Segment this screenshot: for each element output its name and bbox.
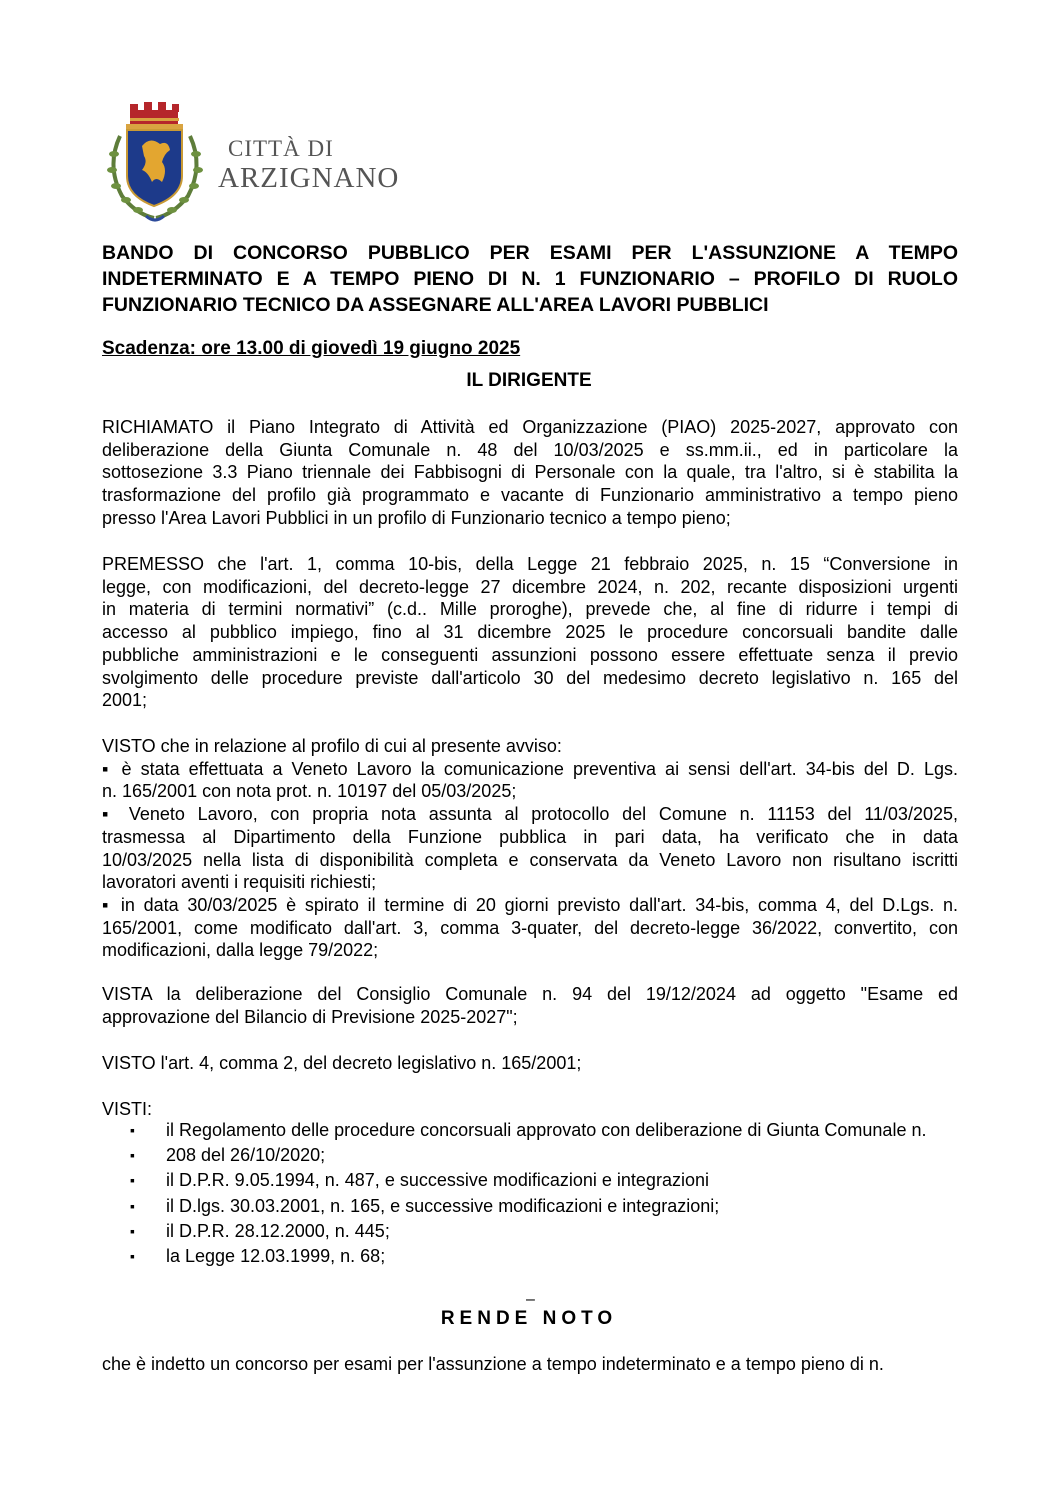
list-item: ▪ il D.lgs. 30.03.2001, n. 165, e successive modificazioni e integrazioni;	[130, 1195, 720, 1216]
text-line: in materia di termini normativi” (c.d.. Mille proroghe), prevede che, al fine di ridurre i tempi di	[102, 599, 958, 620]
text-line: VISTA la deliberazione del Consiglio Comunale n. 94 del 19/12/2024 ad oggetto "Esame ed	[102, 984, 958, 1004]
text-line: pubbliche amministrazioni e le conseguenti assunzioni possono essere effettuate senza il previo	[102, 644, 958, 665]
list-item: ▪ il Regolamento delle procedure concorsuali approvato con deliberazione di Giunta Comunale n.	[130, 1120, 927, 1140]
bullet-icon: ▪	[130, 1147, 135, 1164]
text-line: modificazioni, dalla legge 79/2022;	[102, 940, 379, 961]
text-line: VISTO che in relazione al profilo di cui al presente avviso:	[102, 736, 562, 756]
bullet-icon: ▪	[130, 1122, 135, 1138]
text-line: ▪ Veneto Lavoro, con propria nota assunta al protocollo del Comune n. 11153 del 11/03/2025,	[102, 804, 958, 825]
text-line: lavoratori aventi i requisiti richiesti;	[102, 872, 377, 893]
text-line: 165/2001, come modificato dall'art. 3, comma 3-quater, del decreto-legge 36/2022, convertito, con	[102, 917, 958, 938]
list-item: ▪ il D.P.R. 28.12.2000, n. 445;	[130, 1220, 390, 1241]
text-line: 10/03/2025 nella lista di disponibilità completa e conservata da Veneto Lavoro non risultano iscritti	[102, 849, 958, 870]
title-line: FUNZIONARIO TECNICO DA ASSEGNARE ALL'AREA LAVORI PUBBLICI	[102, 294, 769, 316]
logo-city-label: CITTÀ DI	[228, 136, 334, 161]
title-line: BANDO DI CONCORSO PUBBLICO PER ESAMI PER L'ASSUNZIONE A TEMPO	[102, 242, 958, 264]
list-item: ▪ la Legge 12.03.1999, n. 68;	[130, 1246, 386, 1267]
text-line: sottosezione 3.3 Piano triennale dei Fabbisogni di Personale con la quale, tra l'altro, si è stabilita la	[102, 462, 958, 483]
logo-city-name: ARZIGNANO	[218, 162, 400, 194]
bullet-icon: ▪	[130, 1197, 135, 1214]
section-heading: IL DIRIGENTE	[466, 370, 592, 391]
separator-dash: –	[526, 1291, 535, 1308]
rende-noto-heading: RENDE NOTO	[440, 1308, 618, 1329]
text-line: trasmessa al Dipartimento della Funzione pubblica in pari data, ha verificato che in data	[102, 826, 958, 847]
paragraph-visto	[102, 735, 958, 962]
coat-of-arms-icon	[102, 96, 217, 231]
text-line: VISTI:	[102, 1099, 153, 1119]
text-line: deliberazione della Giunta Comunale n. 48 del 10/03/2025 e ss.mm.ii., ed in particolare la	[102, 439, 958, 460]
text-line: ▪ è stata effettuata a Veneto Lavoro la comunicazione preventiva ai sensi dell'art. 34-bis del D. Lgs.	[102, 758, 958, 779]
bullet-icon: ▪	[130, 1222, 135, 1239]
list-item: ▪ 208 del 26/10/2020;	[130, 1145, 326, 1166]
bullet-icon: ▪	[130, 1248, 135, 1265]
text-line: presso l'Area Lavori Pubblici in un profilo di Funzionario tecnico a tempo pieno;	[102, 507, 731, 528]
text-line: 2001;	[102, 690, 148, 711]
visti-list	[102, 1119, 958, 1270]
paragraph-visto-art4	[102, 1052, 958, 1075]
document-title	[102, 240, 958, 318]
text-line: VISTO l'art. 4, comma 2, del decreto legislativo n. 165/2001;	[102, 1053, 582, 1073]
closing-text: che è indetto un concorso per esami per l'assunzione a tempo indeterminato e a tempo pieno di n.	[102, 1354, 884, 1374]
text-line: approvazione del Bilancio di Previsione 2025-2027";	[102, 1006, 518, 1027]
text-line: RICHIAMATO il Piano Integrato di Attività ed Organizzazione (PIAO) 2025-2027, approvato con	[102, 417, 958, 437]
text-line: trasformazione del profilo già programmato e vacante di Funzionario amministrativo a tempo pieno	[102, 485, 958, 506]
list-item: ▪ il D.P.R. 9.05.1994, n. 487, e successive modificazioni e integrazioni	[130, 1170, 709, 1191]
text-line: accesso al pubblico impiego, fino al 31 dicembre 2025 le procedure concorsuali bandite dalle	[102, 622, 958, 643]
title-line: INDETERMINATO E A TEMPO PIENO DI N. 1 FUNZIONARIO – PROFILO DI RUOLO	[102, 268, 958, 290]
text-line: PREMESSO che l'art. 1, comma 10-bis, della Legge 21 febbraio 2025, n. 15 “Conversione in	[102, 554, 958, 574]
text-line: ▪ in data 30/03/2025 è spirato il termine di 20 giorni previsto dall'art. 34-bis, comma 4, del D.Lgs. n.	[102, 894, 958, 915]
paragraph-vista	[102, 983, 958, 1028]
text-line: n. 165/2001 con nota prot. n. 10197 del 05/03/2025;	[102, 781, 517, 802]
text-line: svolgimento delle procedure previste dall'articolo 30 del medesimo decreto legislativo n. 165 del	[102, 667, 958, 688]
visti-label	[102, 1098, 958, 1121]
paragraph-richiamato	[102, 416, 958, 530]
city-logo	[102, 96, 422, 231]
text-line: legge, con modificazioni, del decreto-legge 27 dicembre 2024, n. 202, recante disposizioni urgenti	[102, 576, 958, 597]
paragraph-premesso	[102, 553, 958, 712]
deadline: Scadenza: ore 13.00 di giovedì 19 giugno 2025	[102, 338, 521, 359]
bullet-icon: ▪	[130, 1172, 135, 1189]
